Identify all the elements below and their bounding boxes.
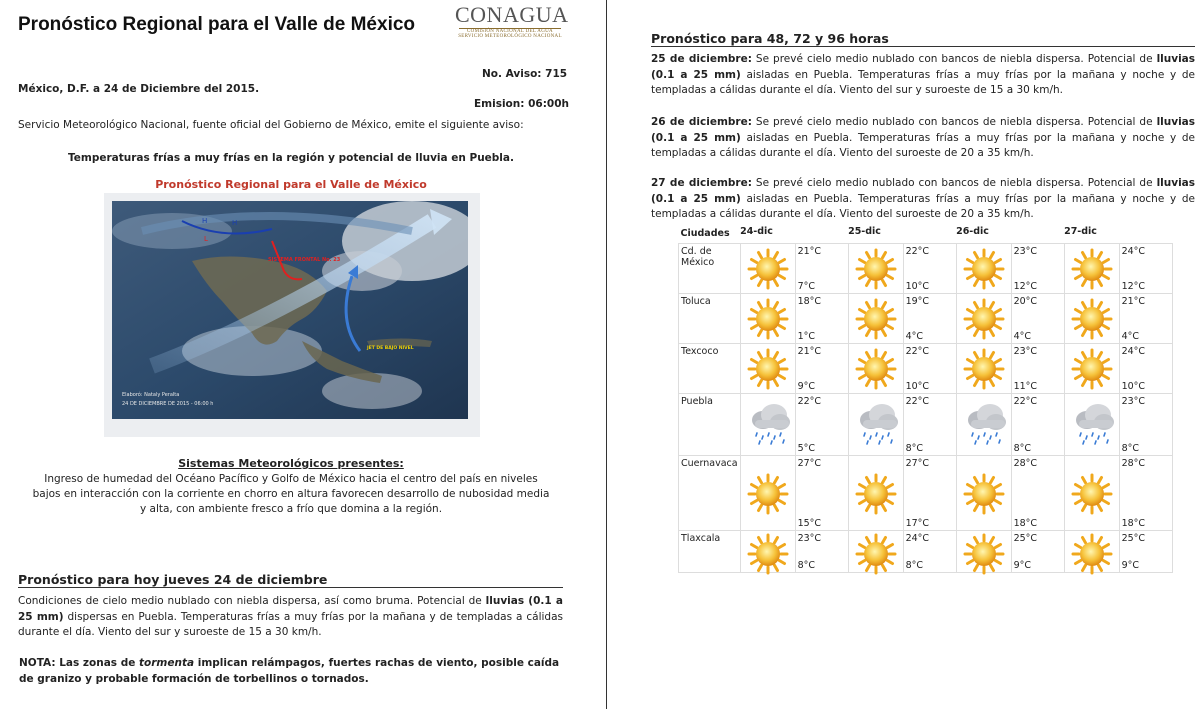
- temperature-cell: [1011, 531, 1064, 573]
- table-row: [679, 394, 1173, 456]
- temperature-cell: [795, 394, 848, 456]
- weather-icon-cell: [956, 244, 1011, 294]
- forecast-table: [678, 226, 1173, 573]
- max-temperature: 20°C: [1013, 296, 1038, 307]
- min-temperature: 12°C: [1013, 281, 1038, 292]
- min-temperature: 18°C: [1013, 518, 1038, 529]
- temperature-cell: [795, 456, 848, 531]
- max-temperature: 24°C: [1121, 346, 1146, 357]
- table-row: [679, 456, 1173, 531]
- weather-icon-cell: [1064, 456, 1119, 531]
- col-day: 26-dic: [956, 226, 989, 237]
- sun-icon: [1071, 473, 1113, 518]
- notice-number: No. Aviso: 715: [482, 68, 568, 80]
- table-row: [679, 344, 1173, 394]
- weather-icon-cell: [1064, 244, 1119, 294]
- outlook-day-25: 25 de diciembre: Se prevé cielo medio nublado con bancos de niebla dispersa. Potencial de lluvias (0.1 a 25 mm) aisladas en Puebla. Temperaturas frías a muy frías por la mañana y noche y de templadas a cálidas durante el día. Viento del sur y suroeste de 15 a 30 km/h.: [651, 53, 1196, 96]
- min-temperature: 8°C: [905, 443, 924, 454]
- max-temperature: 23°C: [1121, 396, 1146, 407]
- weather-icon-cell: [1064, 394, 1119, 456]
- logo-text: CONAGUA: [455, 2, 569, 27]
- weather-icon-cell: [848, 531, 903, 573]
- min-temperature: 10°C: [1121, 381, 1146, 392]
- temperature-cell: [1011, 294, 1064, 344]
- min-temperature: 4°C: [1013, 331, 1032, 342]
- min-temperature: 4°C: [1121, 331, 1140, 342]
- map-title: Pronóstico Regional para el Valle de México: [155, 178, 427, 191]
- intro-text: Servicio Meteorológico Nacional, fuente oficial del Gobierno de México, emite el siguiente aviso:: [18, 119, 524, 131]
- sun-icon: [855, 298, 897, 343]
- weather-icon-cell: [956, 294, 1011, 344]
- max-temperature: 21°C: [1121, 296, 1146, 307]
- rain-cloud-icon: [855, 400, 901, 449]
- max-temperature: 21°C: [797, 346, 822, 357]
- max-temperature: 21°C: [797, 246, 822, 257]
- min-temperature: 5°C: [797, 443, 816, 454]
- weather-icon-cell: [740, 344, 795, 394]
- max-temperature: 23°C: [1013, 346, 1038, 357]
- sun-icon: [855, 473, 897, 518]
- city-name: Cd. de México: [679, 244, 741, 294]
- min-temperature: 7°C: [797, 281, 816, 292]
- weather-icon-cell: [848, 244, 903, 294]
- max-temperature: 18°C: [797, 296, 822, 307]
- temperature-cell: [795, 344, 848, 394]
- weather-icon-cell: [740, 294, 795, 344]
- max-temperature: 25°C: [1121, 533, 1146, 544]
- max-temperature: 19°C: [905, 296, 930, 307]
- sun-icon: [855, 348, 897, 393]
- weather-icon-cell: [740, 456, 795, 531]
- temperature-cell: [795, 531, 848, 573]
- place-date: México, D.F. a 24 de Diciembre del 2015.: [18, 83, 260, 95]
- sun-icon: [963, 473, 1005, 518]
- sun-icon: [747, 248, 789, 293]
- max-temperature: 28°C: [1121, 458, 1146, 469]
- temperature-cell: [903, 344, 956, 394]
- temperature-cell: [1119, 394, 1172, 456]
- min-temperature: 9°C: [797, 381, 816, 392]
- sun-icon: [963, 533, 1005, 578]
- temperature-cell: [1119, 344, 1172, 394]
- systems-title: Sistemas Meteorológicos presentes:: [178, 457, 404, 470]
- min-temperature: 8°C: [797, 560, 816, 571]
- sun-icon: [1071, 248, 1113, 293]
- sun-icon: [1071, 298, 1113, 343]
- city-name: Puebla: [679, 394, 741, 456]
- page-title: Pronóstico Regional para el Valle de México: [18, 14, 416, 35]
- temperature-cell: [1119, 244, 1172, 294]
- city-name: Texcoco: [679, 344, 741, 394]
- weather-icon-cell: [1064, 344, 1119, 394]
- max-temperature: 22°C: [797, 396, 822, 407]
- satellite-map: [104, 193, 480, 437]
- min-temperature: 4°C: [905, 331, 924, 342]
- sun-icon: [747, 348, 789, 393]
- weather-icon-cell: [848, 394, 903, 456]
- city-name: Tlaxcala: [679, 531, 741, 573]
- temperature-cell: [795, 294, 848, 344]
- table-row: [679, 531, 1173, 573]
- weather-icon-cell: [848, 294, 903, 344]
- city-name: Cuernavaca: [679, 456, 741, 531]
- weather-icon-cell: [956, 344, 1011, 394]
- weather-icon-cell: [740, 531, 795, 573]
- max-temperature: 22°C: [905, 346, 930, 357]
- temperature-cell: [1011, 344, 1064, 394]
- weather-icon-cell: [848, 344, 903, 394]
- emission-time: Emision: 06:00h: [474, 98, 570, 110]
- rain-cloud-icon: [963, 400, 1009, 449]
- sun-icon: [747, 298, 789, 343]
- conagua-logo: [455, 2, 569, 39]
- weather-icon-cell: [1064, 531, 1119, 573]
- logo-subtitle-1: COMISIÓN NACIONAL DEL AGUA: [467, 29, 553, 34]
- min-temperature: 1°C: [797, 331, 816, 342]
- weather-icon-cell: [956, 394, 1011, 456]
- max-temperature: 27°C: [797, 458, 822, 469]
- headline: Temperaturas frías a muy frías en la región y potencial de lluvia en Puebla.: [68, 152, 514, 164]
- temperature-cell: [1119, 531, 1172, 573]
- weather-icon-cell: [1064, 294, 1119, 344]
- max-temperature: 24°C: [905, 533, 930, 544]
- min-temperature: 9°C: [1121, 560, 1140, 571]
- map-caption-2: 24 DE DICIEMBRE DE 2015 - 06:00 h: [122, 401, 214, 407]
- temperature-cell: [1011, 394, 1064, 456]
- weather-icon-cell: [740, 394, 795, 456]
- today-heading: Pronóstico para hoy jueves 24 de diciembre: [18, 572, 563, 588]
- temperature-cell: [1011, 244, 1064, 294]
- sun-icon: [855, 533, 897, 578]
- sun-icon: [1071, 533, 1113, 578]
- outlook-day-26: 26 de diciembre: Se prevé cielo medio nublado con bancos de niebla dispersa. Potencial de lluvias (0.1 a 25 mm) aisladas en Puebla. Temperaturas frías a muy frías por la mañana y noche y de templadas a cálidas durante el día. Viento del suroeste de 20 a 35 km/h.: [651, 116, 1196, 159]
- temperature-cell: [903, 531, 956, 573]
- temperature-cell: [1011, 456, 1064, 531]
- sun-icon: [963, 248, 1005, 293]
- max-temperature: 24°C: [1121, 246, 1146, 257]
- note: NOTA: Las zonas de tormenta implican relámpagos, fuertes rachas de viento, posible caída de granizo y probable formación de torbellinos o tornados.: [19, 657, 560, 685]
- min-temperature: 9°C: [1013, 560, 1032, 571]
- col-day: 24-dic: [740, 226, 773, 237]
- front-label: SISTEMA FRONTAL No. 23: [268, 257, 341, 263]
- table-row: [679, 244, 1173, 294]
- low-pressure-label: L: [204, 235, 208, 243]
- max-temperature: 25°C: [1013, 533, 1038, 544]
- min-temperature: 10°C: [905, 381, 930, 392]
- weather-icon-cell: [740, 244, 795, 294]
- city-name: Toluca: [679, 294, 741, 344]
- table-row: [679, 294, 1173, 344]
- min-temperature: 8°C: [1121, 443, 1140, 454]
- min-temperature: 8°C: [1013, 443, 1032, 454]
- min-temperature: 18°C: [1121, 518, 1146, 529]
- map-caption-1: Elaboró: Nataly Peralta: [122, 392, 180, 398]
- temperature-cell: [903, 394, 956, 456]
- sun-icon: [963, 298, 1005, 343]
- sun-icon: [855, 248, 897, 293]
- col-cities: Ciudades: [680, 228, 730, 239]
- col-day: 27-dic: [1064, 226, 1097, 237]
- min-temperature: 10°C: [905, 281, 930, 292]
- min-temperature: 8°C: [905, 560, 924, 571]
- rain-cloud-icon: [747, 400, 793, 449]
- temperature-cell: [903, 244, 956, 294]
- systems-text: Ingreso de humedad del Océano Pacífico y Golfo de México hacia el centro del país en niveles bajos en interacción con la corriente en chorro en altura favorecen desarrollo de nubosidad media y alta, con ambiente fresco a frío que domina a la región.: [32, 473, 550, 515]
- min-temperature: 11°C: [1013, 381, 1038, 392]
- min-temperature: 12°C: [1121, 281, 1146, 292]
- temperature-cell: [795, 244, 848, 294]
- weather-icon-cell: [956, 456, 1011, 531]
- high-pressure-label: H: [232, 219, 238, 227]
- satellite-image: [112, 201, 468, 419]
- max-temperature: 23°C: [797, 533, 822, 544]
- rain-cloud-icon: [1071, 400, 1117, 449]
- jet-label: JET DE BAJO NIVEL: [367, 346, 414, 351]
- max-temperature: 27°C: [905, 458, 930, 469]
- sun-icon: [747, 473, 789, 518]
- max-temperature: 22°C: [905, 396, 930, 407]
- weather-icon-cell: [956, 531, 1011, 573]
- temperature-cell: [903, 456, 956, 531]
- sun-icon: [1071, 348, 1113, 393]
- temperature-cell: [1119, 294, 1172, 344]
- col-day: 25-dic: [848, 226, 881, 237]
- high-pressure-label: H: [202, 217, 208, 225]
- min-temperature: 17°C: [905, 518, 930, 529]
- max-temperature: 28°C: [1013, 458, 1038, 469]
- sun-icon: [747, 533, 789, 578]
- max-temperature: 22°C: [1013, 396, 1038, 407]
- max-temperature: 22°C: [905, 246, 930, 257]
- table-header-row: [679, 226, 1173, 244]
- outlook-heading: Pronóstico para 48, 72 y 96 horas: [651, 31, 1195, 47]
- sun-icon: [963, 348, 1005, 393]
- today-text: Condiciones de cielo medio nublado con niebla dispersa, así como bruma. Potencial de lluvias (0.1 a 25 mm) dispersas en Puebla. Temperaturas frías a muy frías por la mañana y de templadas a cálidas durante el día. Viento del sur y suroeste de 15 a 30 km/h.: [18, 595, 563, 638]
- temperature-cell: [1119, 456, 1172, 531]
- logo-subtitle-2: SERVICIO METEOROLÓGICO NACIONAL: [458, 34, 562, 39]
- min-temperature: 15°C: [797, 518, 822, 529]
- outlook-day-27: 27 de diciembre: Se prevé cielo medio nublado con bancos de niebla dispersa. Potencial de lluvias (0.1 a 25 mm) aisladas en Puebla. Temperaturas frías a muy frías por la mañana y noche y de templadas a cálidas durante el día. Viento del suroeste de 20 a 35 km/h.: [651, 177, 1196, 220]
- weather-icon-cell: [848, 456, 903, 531]
- temperature-cell: [903, 294, 956, 344]
- max-temperature: 23°C: [1013, 246, 1038, 257]
